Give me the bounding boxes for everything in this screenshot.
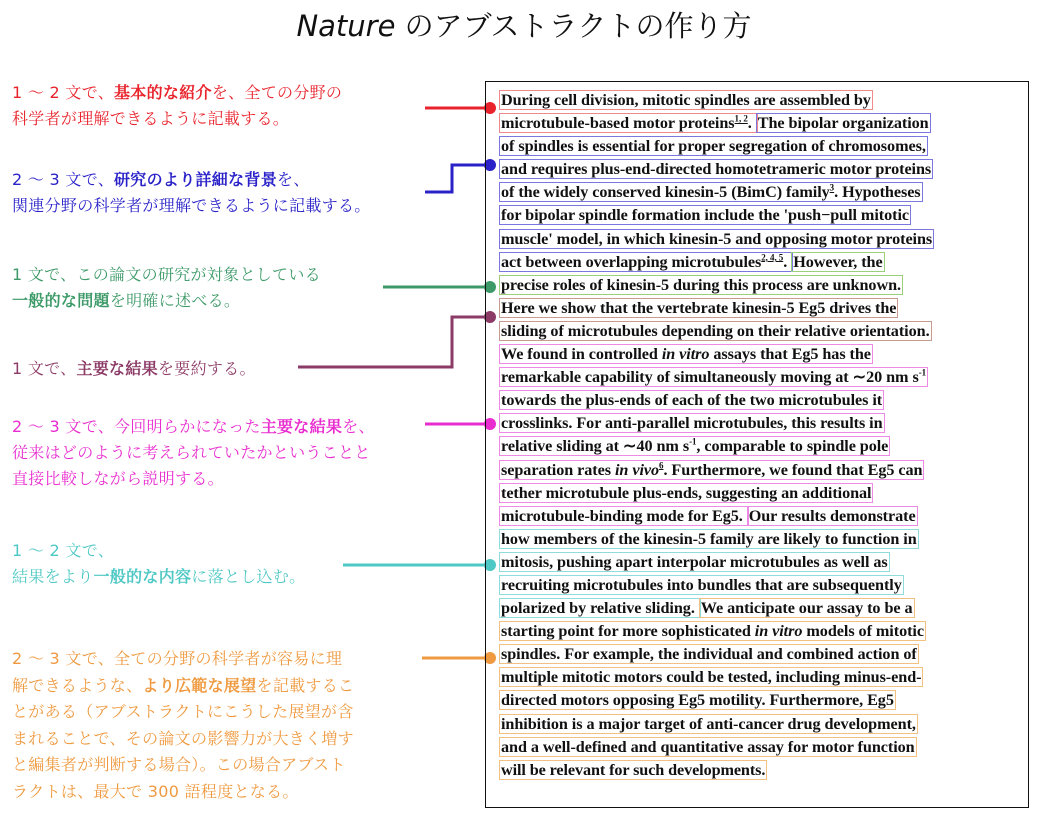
- note-keyword: 一般的な問題: [12, 290, 110, 310]
- abstract-segment-main-results: [500, 414, 884, 432]
- abstract-line: We found in controlled: [501, 345, 662, 364]
- abstract-segment-background: [500, 137, 927, 155]
- note-text: を、: [342, 417, 375, 436]
- note-keyword: 研究のより詳細な背景: [114, 170, 278, 189]
- abstract-segment-background: [500, 253, 792, 271]
- note-text: を要約する。: [157, 359, 256, 378]
- abstract-line: multiple mitotic motors could be tested, including minus-end-: [501, 668, 922, 687]
- abstract-segment-generalization: [500, 576, 903, 594]
- note-text: 関連分野の科学者が理解できるように記載する。: [12, 195, 371, 215]
- abstract-segment-main-results: [500, 437, 889, 455]
- abstract-segment-perspective: [500, 645, 918, 663]
- abstract-segment-main-results: [500, 461, 923, 479]
- title-italic: Nature: [296, 9, 396, 43]
- abstract-line: During cell division, mitotic spindles are assembled by: [501, 91, 871, 109]
- abstract-line: Our results demonstrate: [748, 506, 916, 525]
- note-text: 1 文で、: [12, 359, 77, 378]
- abstract-italic: in vitro: [754, 622, 803, 641]
- abstract-segment-perspective: [500, 691, 895, 709]
- abstract-line: mitosis, pushing apart interpolar microtubules as well as: [501, 552, 888, 571]
- citation: 3: [829, 182, 835, 193]
- abstract-line: will be relevant for such developments.: [501, 760, 766, 779]
- abstract-segment-perspective: [500, 668, 922, 686]
- citation: 1, 2: [734, 113, 748, 124]
- note-keyword: 主要な結果: [76, 359, 158, 378]
- abstract-line: The bipolar organization: [757, 114, 929, 133]
- abstract-segment-background: [757, 114, 930, 132]
- abstract-text: [500, 89, 1020, 782]
- abstract-line: inhibition is a major target of anti-cancer drug development,: [501, 714, 916, 733]
- abstract-line: relative sliding at ∼40 nm s: [501, 437, 690, 456]
- abstract-line: assays that Eg5 has the: [709, 345, 871, 364]
- abstract-segment-perspective: [500, 715, 917, 733]
- note-text: まれることで、その論文の影響力が大きく増す: [12, 728, 354, 748]
- note-text: とがある（アブストラクトにこうした展望が含: [12, 702, 354, 722]
- note-keyword: 一般的な内容: [93, 566, 192, 586]
- abstract-segment-generalization: [500, 530, 918, 548]
- abstract-line: .: [783, 252, 792, 271]
- abstract-line: spindles. For example, the individual and combined action of: [501, 645, 917, 664]
- abstract-segment-background: [500, 206, 910, 224]
- abstract-line: We anticipate our assay to be a: [700, 599, 913, 618]
- abstract-line: microtubule-based motor proteins: [501, 114, 735, 133]
- abstract-line: polarized by relative sliding.: [501, 599, 699, 618]
- note-text: を明確に述べる。: [109, 290, 241, 310]
- connector-background: [425, 165, 490, 192]
- abstract-line: However, the: [793, 252, 883, 271]
- note-text: に落とし込む。: [191, 566, 306, 586]
- note-text: 直接比較しながら説明する。: [12, 468, 224, 488]
- abstract-line: sliding of microtubules depending on their relative orientation.: [501, 321, 930, 340]
- note-text: 2 ～ 3 文で、今回明らかになった: [12, 417, 261, 436]
- abstract-line: tether microtubule plus-ends, suggesting an additional: [501, 483, 872, 502]
- note-text: 2 ～ 3 文で、全ての分野の科学者が容易に理: [12, 649, 343, 668]
- note-text: 2 ～ 3 文で、: [12, 170, 114, 189]
- abstract-segment-perspective: [500, 761, 766, 779]
- abstract-segment-perspective: [500, 738, 916, 756]
- abstract-segment-summary: [500, 299, 897, 317]
- note-text: を、全ての分野の: [211, 83, 343, 102]
- abstract-segment-main-results: [500, 507, 748, 525]
- note-keyword: より広範な展望: [142, 675, 257, 695]
- note-text: 結果をより: [12, 566, 94, 586]
- abstract-line: separation rates: [501, 460, 615, 479]
- abstract-segment-summary: [500, 322, 931, 340]
- abstract-line: act between overlapping microtubules: [501, 252, 762, 271]
- abstract-line: starting point for more sophisticated: [501, 622, 755, 641]
- note-text: を記載するこ: [256, 675, 355, 695]
- unit-exponent: -1: [918, 367, 927, 378]
- abstract-line: directed motors opposing Eg5 motility. Furthermore, Eg5: [501, 691, 894, 710]
- abstract-segment-background: [500, 160, 932, 178]
- abstract-segment-background: [500, 230, 933, 248]
- abstract-line: and requires plus-end-directed homotetrameric motor proteins: [501, 160, 932, 179]
- abstract-line: models of mitotic: [802, 622, 924, 641]
- note-text: と編集者が判断する場合）。この場合アブスト: [12, 755, 346, 775]
- note-keyword: 基本的な紹介: [114, 83, 212, 102]
- abstract-line: , comparable to spindle pole: [696, 437, 889, 456]
- note-text: 解できるような、: [12, 675, 143, 695]
- abstract-segment-intro: [500, 114, 757, 132]
- abstract-line: . Hypotheses: [834, 183, 921, 202]
- abstract-italic: in vivo: [614, 460, 660, 479]
- abstract-segment-generalization: [500, 599, 700, 617]
- abstract-line: for bipolar spindle formation include the 'push−pull mitotic: [501, 206, 910, 225]
- abstract-line: Here we show that the vertebrate kinesin-5 Eg5 drives the: [501, 298, 897, 317]
- abstract-italic: in vitro: [661, 345, 710, 364]
- abstract-line: of spindles is essential for proper segregation of chromosomes,: [501, 137, 926, 156]
- abstract-line: . Furthermore, we found that Eg5 can: [663, 460, 923, 479]
- abstract-line: .: [747, 114, 756, 133]
- abstract-segment-main-results: [500, 345, 872, 363]
- abstract-segment-generalization: [500, 553, 889, 571]
- connector-result: [298, 317, 490, 367]
- citation: 2, 4, 5: [761, 252, 784, 263]
- abstract-segment-main-results: [500, 391, 883, 409]
- abstract-line: of the widely conserved kinesin-5 (BimC) family: [501, 183, 830, 202]
- note-text: 従来はどのように考えられていたかということと: [12, 442, 371, 462]
- abstract-segment-main-results: [500, 484, 872, 502]
- abstract-segment-problem: [500, 276, 902, 294]
- abstract-line: crosslinks. For anti-parallel microtubules, this results in: [501, 414, 883, 433]
- title-rest: のアブストラクトの作り方: [395, 9, 752, 43]
- abstract-line: and a well-defined and quantitative assay for motor function: [501, 737, 915, 756]
- abstract-segment-perspective: [500, 622, 925, 640]
- abstract-line: how members of the kinesin-5 family are likely to function in: [501, 529, 917, 548]
- abstract-line: remarkable capability of simultaneously moving at ∼20 nm s: [501, 368, 919, 387]
- note-text: 1 文で、この論文の研究が対象としている: [12, 265, 321, 284]
- abstract-segment-intro: [500, 91, 872, 109]
- note-text: を、: [277, 170, 310, 189]
- note-text: 1 ～ 2 文で、: [12, 541, 114, 560]
- abstract-line: precise roles of kinesin-5 during this process are unknown.: [501, 275, 901, 294]
- note-text: ラクトは、最大で 300 語程度となる。: [12, 781, 299, 801]
- abstract-line: towards the plus-ends of each of the two microtubules it: [501, 391, 883, 410]
- abstract-line: muscle' model, in which kinesin-5 and opposing motor proteins: [501, 229, 933, 248]
- abstract-line: recruiting microtubules into bundles that are subsequently: [501, 575, 902, 594]
- citation: 6: [659, 460, 664, 471]
- note-text: 科学者が理解できるように記載する。: [12, 108, 290, 128]
- note-keyword: 主要な結果: [260, 417, 343, 436]
- abstract-segment-main-results: [500, 368, 927, 386]
- abstract-segment-background: [500, 183, 922, 201]
- abstract-line: microtubule-binding mode for Eg5.: [501, 506, 747, 525]
- note-text: 1 ～ 2 文で、: [12, 83, 114, 102]
- abstract-segment-problem: [792, 253, 883, 271]
- unit-exponent: -1: [689, 437, 697, 448]
- abstract-segment-perspective: [700, 599, 914, 617]
- abstract-segment-generalization: [748, 507, 917, 525]
